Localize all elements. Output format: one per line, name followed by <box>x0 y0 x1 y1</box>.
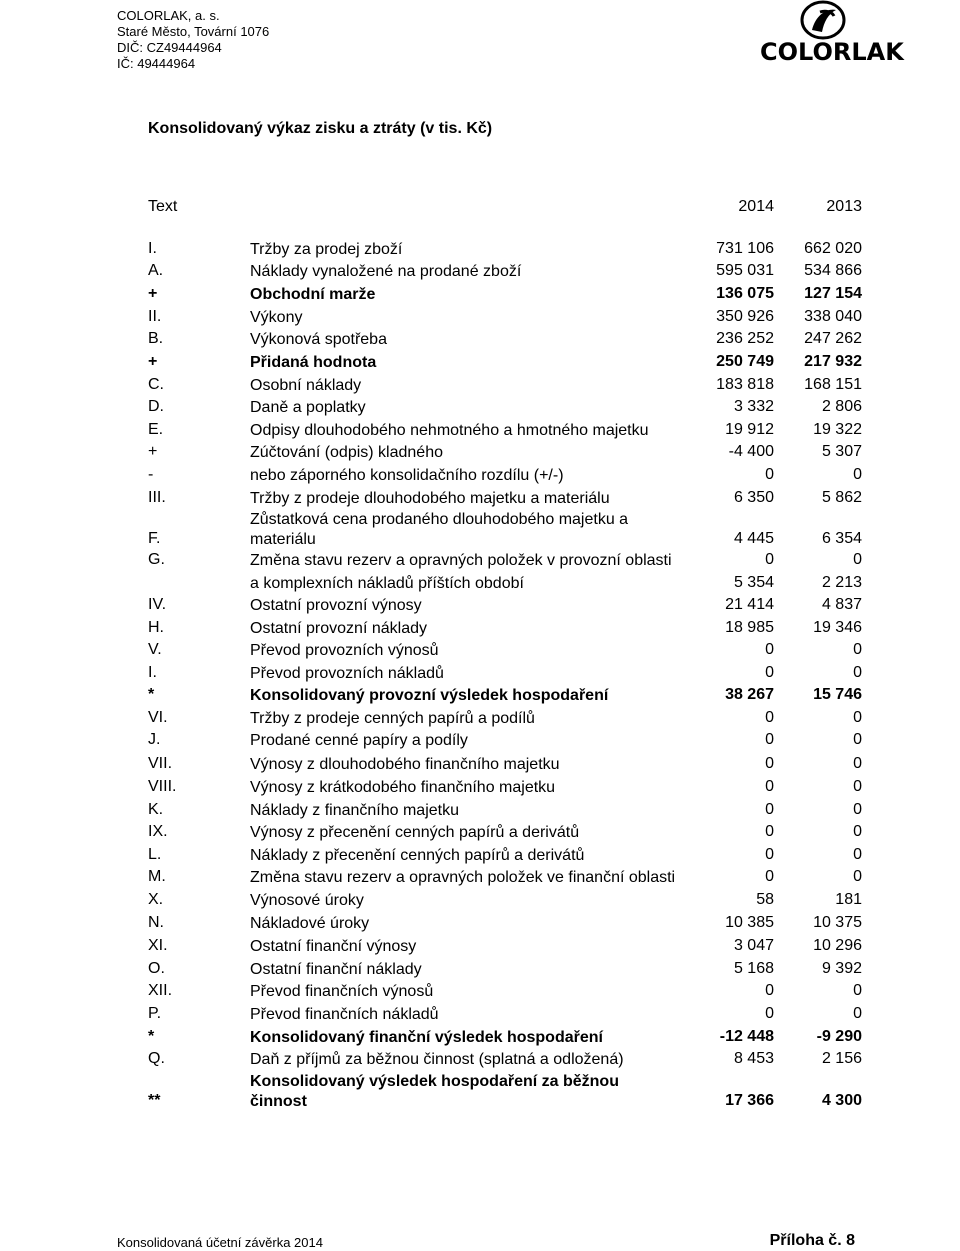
row-label-line-2: materiálu <box>250 531 316 548</box>
table-row <box>0 1005 960 1027</box>
table-row <box>0 891 960 913</box>
row-code: III. <box>148 489 166 506</box>
row-value-2013: 9 392 <box>821 960 862 977</box>
colorlak-swirl-logo-icon <box>798 0 848 40</box>
row-value-2013: 19 322 <box>813 421 862 438</box>
row-value-2014: 236 252 <box>716 330 774 347</box>
row-label: Obchodní marže <box>250 286 376 303</box>
table-row <box>0 755 960 777</box>
row-value-2013: 0 <box>853 551 862 568</box>
table-row <box>0 376 960 398</box>
row-value-2014: 18 985 <box>725 619 774 636</box>
row-code: IV. <box>148 596 167 613</box>
row-value-2013: -9 290 <box>816 1028 862 1045</box>
row-code: B. <box>148 330 164 347</box>
row-label: Daně a poplatky <box>250 399 366 416</box>
colorlak-logo <box>760 0 904 70</box>
row-value-2014: 0 <box>765 801 774 818</box>
row-label-line-2: činnost <box>250 1093 307 1110</box>
row-label: Tržby za prodej zboží <box>250 241 403 258</box>
row-value-2013: 15 746 <box>813 686 862 703</box>
row-value-2014: -4 400 <box>728 443 774 460</box>
row-label: Výkonová spotřeba <box>250 331 387 348</box>
row-value-2013: 662 020 <box>804 240 862 257</box>
table-row <box>0 801 960 823</box>
row-label: Náklady z finančního majetku <box>250 802 459 819</box>
row-code: ** <box>148 1092 161 1109</box>
row-value-2013: 2 213 <box>821 574 862 591</box>
row-value-2014: 38 267 <box>725 686 774 703</box>
table-row <box>0 489 960 511</box>
row-value-2014: 183 818 <box>716 376 774 393</box>
row-code: F. <box>148 530 161 547</box>
row-label: Ostatní finanční výnosy <box>250 938 417 955</box>
table-row <box>0 398 960 420</box>
row-code: Q. <box>148 1050 165 1067</box>
table-row <box>0 262 960 284</box>
company-address: Staré Město, Tovární 1076 <box>117 24 270 39</box>
row-code: + <box>148 353 158 370</box>
table-row <box>0 574 960 596</box>
row-value-2013: 0 <box>853 778 862 795</box>
table-row <box>0 641 960 663</box>
row-code: + <box>148 285 158 302</box>
header-text: Text <box>148 198 178 215</box>
row-label <box>250 1072 619 1112</box>
row-label: Změna stavu rezerv a opravných položek v provozní oblasti <box>250 552 672 569</box>
table-row <box>0 1072 960 1112</box>
row-code: A. <box>148 262 164 279</box>
footer-document-name: Konsolidovaná účetní závěrka 2014 <box>117 1235 323 1250</box>
row-value-2014: 3 047 <box>733 937 774 954</box>
row-code: VII. <box>148 755 173 772</box>
row-label: Ostatní provozní náklady <box>250 620 427 637</box>
row-code: * <box>148 1028 155 1045</box>
row-value-2013: 4 837 <box>821 596 862 613</box>
row-value-2014: 3 332 <box>733 398 774 415</box>
row-value-2013: 127 154 <box>804 285 862 302</box>
table-row <box>0 937 960 959</box>
row-value-2014: 595 031 <box>716 262 774 279</box>
row-value-2014: 0 <box>765 641 774 658</box>
table-row <box>0 308 960 330</box>
row-code: XII. <box>148 982 173 999</box>
row-label: Převod provozních výnosů <box>250 642 439 659</box>
table-row <box>0 960 960 982</box>
row-label: Převod finančních nákladů <box>250 1006 439 1023</box>
row-label: Převod provozních nákladů <box>250 665 444 682</box>
row-label: Zúčtování (odpis) kladného <box>250 444 443 461</box>
table-row <box>0 466 960 488</box>
row-code: VI. <box>148 709 168 726</box>
row-value-2014: 0 <box>765 1005 774 1022</box>
row-code: N. <box>148 914 164 931</box>
row-value-2014: 0 <box>765 466 774 483</box>
row-label: nebo záporného konsolidačního rozdílu (+/-) <box>250 467 564 484</box>
row-label-line-1: Zůstatková cena prodaného dlouhodobého majetku a <box>250 511 629 528</box>
row-value-2014: 21 414 <box>725 596 774 613</box>
row-label: Ostatní provozní výnosy <box>250 597 422 614</box>
table-row <box>0 686 960 708</box>
row-value-2014: 0 <box>765 846 774 863</box>
table-row <box>0 914 960 936</box>
row-code: + <box>148 443 158 460</box>
table-row <box>0 823 960 845</box>
row-value-2014: 19 912 <box>725 421 774 438</box>
row-value-2013: 0 <box>853 801 862 818</box>
row-value-2014: 0 <box>765 982 774 999</box>
row-value-2013: 5 307 <box>821 443 862 460</box>
table-row <box>0 1028 960 1050</box>
row-code: II. <box>148 308 162 325</box>
row-code: H. <box>148 619 164 636</box>
table-row <box>0 731 960 753</box>
table-row <box>0 353 960 375</box>
footer-appendix-label: Příloha č. 8 <box>769 1232 855 1249</box>
row-code: L. <box>148 846 162 863</box>
row-value-2013: 0 <box>853 982 862 999</box>
row-value-2013: 0 <box>853 755 862 772</box>
table-row <box>0 709 960 731</box>
row-label: Výnosy z přecenění cenných papírů a derivátů <box>250 824 580 841</box>
row-value-2014: 250 749 <box>716 353 774 370</box>
row-label: Výnosové úroky <box>250 892 364 909</box>
row-value-2014: -12 448 <box>719 1028 774 1045</box>
header-year-2014: 2014 <box>738 198 774 215</box>
row-value-2013: 19 346 <box>813 619 862 636</box>
row-value-2014: 5 354 <box>733 574 774 591</box>
table-row <box>0 868 960 890</box>
row-value-2014: 0 <box>765 823 774 840</box>
row-code: J. <box>148 731 161 748</box>
row-label: Tržby z prodeje dlouhodobého majetku a materiálu <box>250 490 610 507</box>
row-value-2013: 0 <box>853 709 862 726</box>
table-row <box>0 778 960 800</box>
table-row <box>0 285 960 307</box>
row-label: Výkony <box>250 309 303 326</box>
row-value-2014: 8 453 <box>733 1050 774 1067</box>
row-label: Osobní náklady <box>250 377 362 394</box>
row-code: G. <box>148 551 165 568</box>
row-label: Odpisy dlouhodobého nehmotného a hmotného majetku <box>250 422 649 439</box>
row-label: Výnosy z dlouhodobého finančního majetku <box>250 756 560 773</box>
row-code: V. <box>148 641 162 658</box>
row-value-2014: 731 106 <box>716 240 774 257</box>
row-value-2014: 17 366 <box>725 1092 774 1109</box>
row-code: C. <box>148 376 164 393</box>
row-label: Ostatní finanční náklady <box>250 961 422 978</box>
row-value-2013: 0 <box>853 641 862 658</box>
row-value-2014: 58 <box>756 891 774 908</box>
row-code: D. <box>148 398 164 415</box>
row-label: Přidaná hodnota <box>250 354 377 371</box>
table-row <box>0 846 960 868</box>
table-row <box>0 551 960 573</box>
row-value-2013: 0 <box>853 1005 862 1022</box>
row-value-2014: 0 <box>765 731 774 748</box>
row-label: Výnosy z krátkodobého finančního majetku <box>250 779 556 796</box>
company-dic: DIČ: CZ49444964 <box>117 40 222 55</box>
row-code: XI. <box>148 937 168 954</box>
row-value-2013: 5 862 <box>821 489 862 506</box>
row-value-2014: 350 926 <box>716 308 774 325</box>
row-label: Náklady vynaložené na prodané zboží <box>250 263 522 280</box>
row-code: K. <box>148 801 164 818</box>
table-row <box>0 240 960 262</box>
table-row <box>0 982 960 1004</box>
row-value-2013: 2 806 <box>821 398 862 415</box>
company-name: COLORLAK, a. s. <box>117 8 220 23</box>
table-row <box>0 1050 960 1072</box>
row-label: Tržby z prodeje cenných papírů a podílů <box>250 710 535 727</box>
row-label: Konsolidovaný finanční výsledek hospodaření <box>250 1029 603 1046</box>
row-value-2013: 168 151 <box>804 376 862 393</box>
statement-title: Konsolidovaný výkaz zisku a ztráty (v tis. Kč) <box>148 120 493 137</box>
table-row <box>0 619 960 641</box>
row-value-2014: 0 <box>765 868 774 885</box>
row-label-line-1: Konsolidovaný výsledek hospodaření za běžnou <box>250 1073 619 1090</box>
row-value-2014: 10 385 <box>725 914 774 931</box>
logo-wordmark: COLORLAK <box>760 38 904 66</box>
row-code: VIII. <box>148 778 177 795</box>
row-label: a komplexních nákladů příštích období <box>250 575 524 592</box>
row-value-2014: 4 445 <box>733 530 774 547</box>
row-value-2013: 181 <box>835 891 862 908</box>
row-value-2013: 4 300 <box>821 1092 862 1109</box>
row-value-2013: 247 262 <box>804 330 862 347</box>
table-row <box>0 596 960 618</box>
row-value-2013: 0 <box>853 846 862 863</box>
row-label: Převod finančních výnosů <box>250 983 434 1000</box>
row-label: Nákladové úroky <box>250 915 370 932</box>
table-row <box>0 443 960 465</box>
row-value-2014: 5 168 <box>733 960 774 977</box>
row-value-2013: 534 866 <box>804 262 862 279</box>
row-code: M. <box>148 868 166 885</box>
row-code: * <box>148 686 155 703</box>
table-row <box>0 510 960 550</box>
row-code: P. <box>148 1005 162 1022</box>
row-code: I. <box>148 664 157 681</box>
table-row <box>0 330 960 352</box>
row-code: X. <box>148 891 164 908</box>
row-value-2013: 217 932 <box>804 353 862 370</box>
row-value-2014: 0 <box>765 664 774 681</box>
row-value-2013: 2 156 <box>821 1050 862 1067</box>
row-value-2014: 0 <box>765 551 774 568</box>
row-label: Prodané cenné papíry a podíly <box>250 732 468 749</box>
row-value-2014: 6 350 <box>733 489 774 506</box>
row-value-2014: 136 075 <box>716 285 774 302</box>
row-value-2013: 0 <box>853 868 862 885</box>
row-code: O. <box>148 960 165 977</box>
header-year-2013: 2013 <box>826 198 862 215</box>
row-code: E. <box>148 421 164 438</box>
table-row <box>0 421 960 443</box>
row-value-2013: 0 <box>853 823 862 840</box>
row-label: Změna stavu rezerv a opravných položek ve finanční oblasti <box>250 869 676 886</box>
row-value-2013: 10 296 <box>813 937 862 954</box>
row-code: IX. <box>148 823 168 840</box>
company-info <box>117 8 269 72</box>
row-value-2013: 338 040 <box>804 308 862 325</box>
row-value-2014: 0 <box>765 755 774 772</box>
company-ic: IČ: 49444964 <box>117 56 196 71</box>
row-value-2013: 0 <box>853 731 862 748</box>
row-label: Daň z příjmů za běžnou činnost (splatná a odložená) <box>250 1051 624 1068</box>
table-header <box>148 198 862 220</box>
row-value-2014: 0 <box>765 709 774 726</box>
row-value-2013: 0 <box>853 664 862 681</box>
row-value-2014: 0 <box>765 778 774 795</box>
row-label <box>250 510 628 550</box>
row-value-2013: 6 354 <box>821 530 862 547</box>
row-label: Konsolidovaný provozní výsledek hospodaření <box>250 687 609 704</box>
row-code: I. <box>148 240 157 257</box>
row-value-2013: 0 <box>853 466 862 483</box>
table-row <box>0 664 960 686</box>
row-code: - <box>148 466 154 483</box>
row-label: Náklady z přecenění cenných papírů a derivátů <box>250 847 585 864</box>
row-value-2013: 10 375 <box>813 914 862 931</box>
